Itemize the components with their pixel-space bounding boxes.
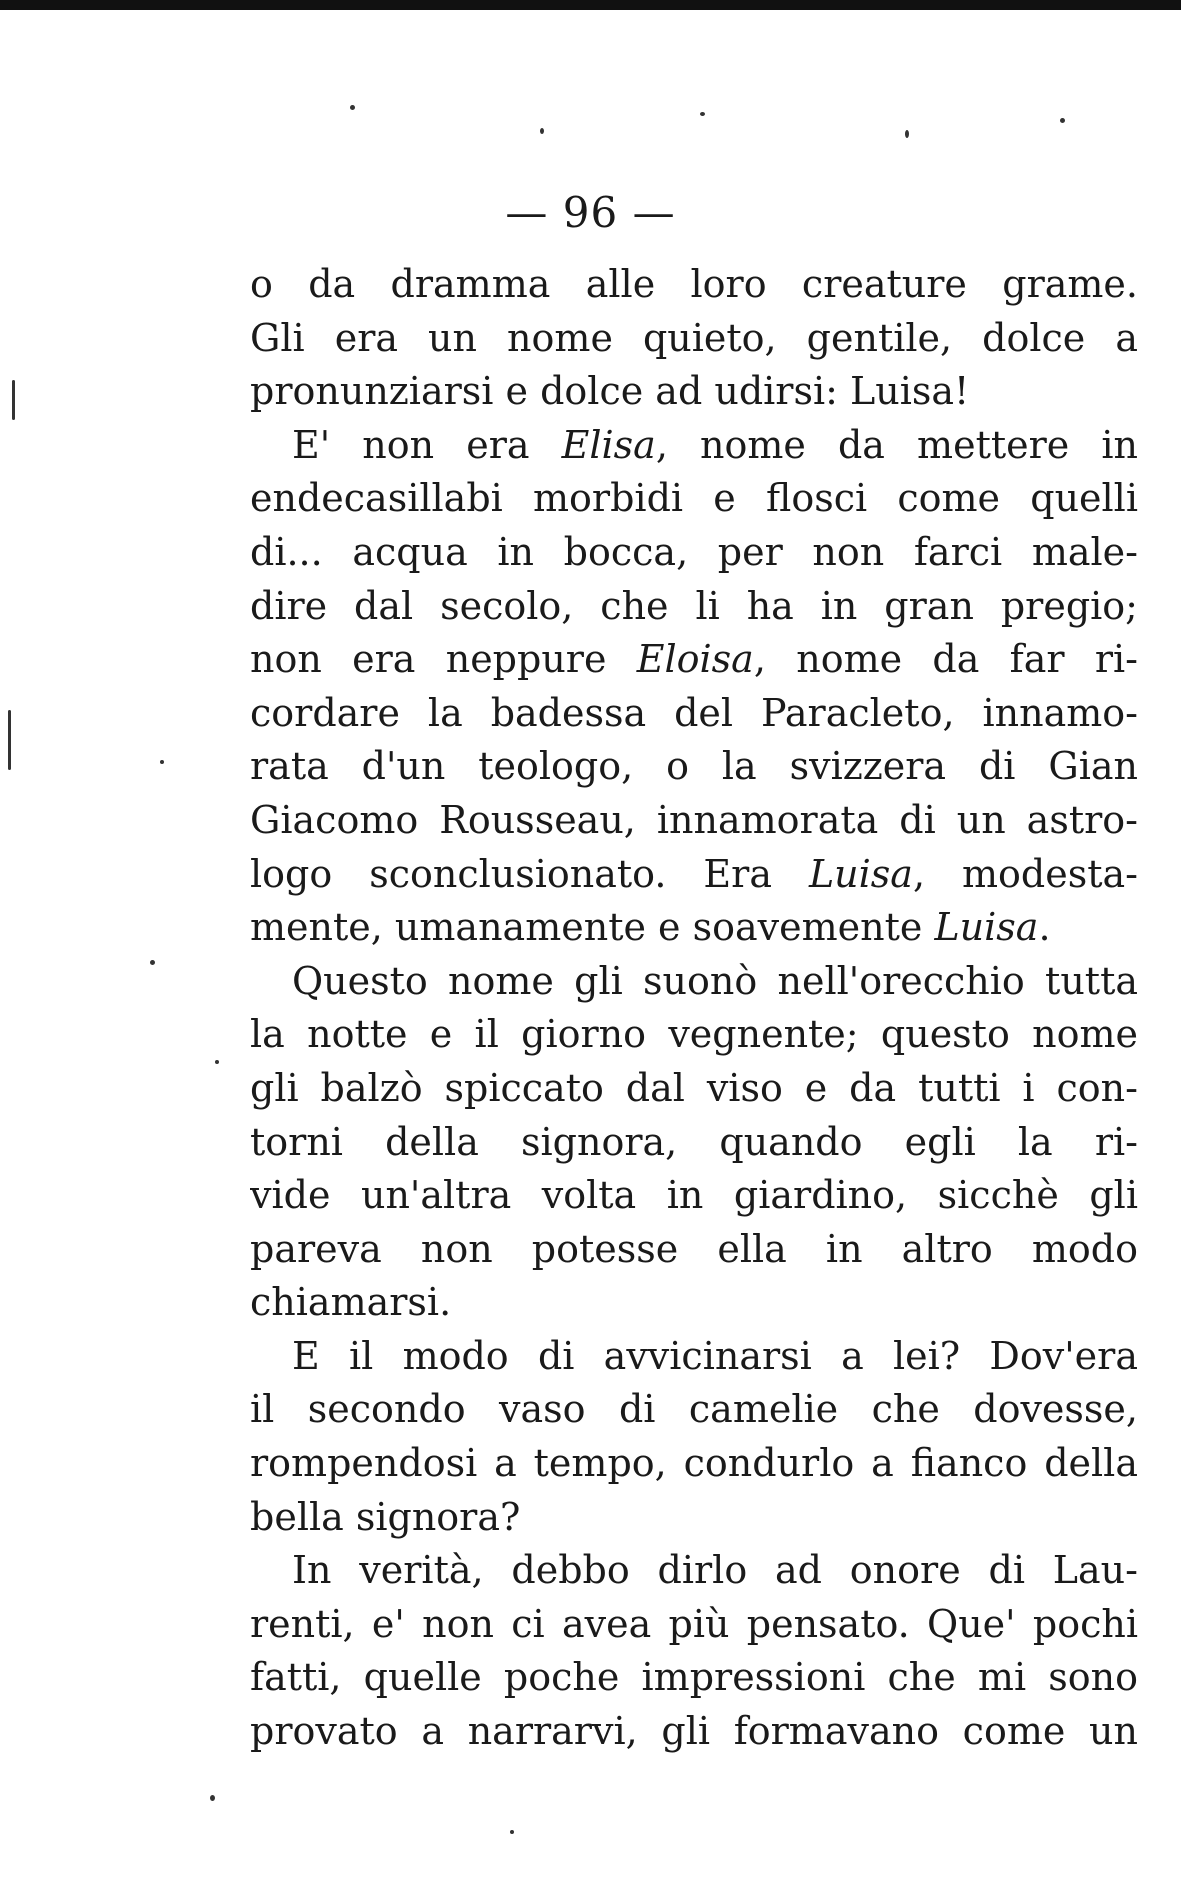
top-border-rule <box>0 0 1181 10</box>
scan-speck <box>210 1795 215 1801</box>
scan-speck <box>350 105 355 110</box>
italic-name: Eloisa <box>636 637 754 682</box>
text-line: vide un'altra volta in giardino, sicchè gli <box>250 1173 1138 1218</box>
scan-speck <box>215 1060 219 1064</box>
text-line: pronunziarsi e dolce ad udirsi: Luisa! <box>250 369 970 414</box>
text-line: endecasillabi morbidi e flosci come quelli <box>250 476 1138 521</box>
text-line: provato a narrarvi, gli formavano come un <box>250 1709 1138 1754</box>
italic-name: Elisa <box>561 422 656 467</box>
text-line: di... acqua in bocca, per non farci male- <box>250 529 1138 574</box>
text-line: la notte e il giorno vegnente; questo nome <box>250 1012 1138 1057</box>
scan-speck <box>8 710 11 770</box>
scan-speck <box>510 1830 514 1834</box>
scan-speck <box>12 380 15 420</box>
scan-speck <box>905 130 909 138</box>
text-line: pareva non potesse ella in altro modo <box>250 1226 1138 1271</box>
scan-speck <box>1060 118 1065 123</box>
body-text <box>250 258 1138 1759</box>
scan-speck <box>150 960 155 965</box>
italic-name: Luisa <box>934 905 1039 950</box>
text-line: fatti, quelle poche impressioni che mi sono <box>250 1655 1138 1700</box>
text-line: rata d'un teologo, o la svizzera di Gian <box>250 744 1138 789</box>
text-line: E' non era Elisa, nome da mettere in <box>292 422 1138 467</box>
text-line: logo sconclusionato. Era Luisa, modesta- <box>250 851 1138 896</box>
page-number: — 96 — <box>505 188 676 237</box>
text-line: cordare la badessa del Paracleto, innamo- <box>250 690 1138 735</box>
text-line: bella signora? <box>250 1494 521 1539</box>
text-line: Questo nome gli suonò nell'orecchio tutta <box>292 958 1138 1003</box>
text-line: In verità, debbo dirlo ad onore di Lau- <box>292 1548 1138 1593</box>
scan-speck <box>540 128 544 134</box>
text-line: Gli era un nome quieto, gentile, dolce a <box>250 315 1138 360</box>
text-line: E il modo di avvicinarsi a lei? Dov'era <box>292 1333 1138 1378</box>
text-line: chiamarsi. <box>250 1280 452 1325</box>
text-line: Giacomo Rousseau, innamorata di un astro- <box>250 797 1138 842</box>
text-line: non era neppure Eloisa, nome da far ri- <box>250 637 1138 682</box>
text-line: o da dramma alle loro creature grame. <box>250 262 1138 306</box>
text-line: il secondo vaso di camelie che dovesse, <box>250 1387 1138 1432</box>
italic-name: Luisa <box>808 851 913 896</box>
text-line: renti, e' non ci avea più pensato. Que' pochi <box>250 1601 1138 1646</box>
scan-speck <box>700 112 705 116</box>
text-line: rompendosi a tempo, condurlo a fianco della <box>250 1441 1138 1486</box>
text-line: gli balzò spiccato dal viso e da tutti i con- <box>250 1065 1138 1110</box>
text-line: mente, umanamente e soavemente Luisa. <box>250 905 1051 950</box>
text-line: torni della signora, quando egli la ri- <box>250 1119 1138 1164</box>
scan-speck <box>160 760 164 764</box>
text-line: dire dal secolo, che li ha in gran pregio; <box>250 583 1138 628</box>
